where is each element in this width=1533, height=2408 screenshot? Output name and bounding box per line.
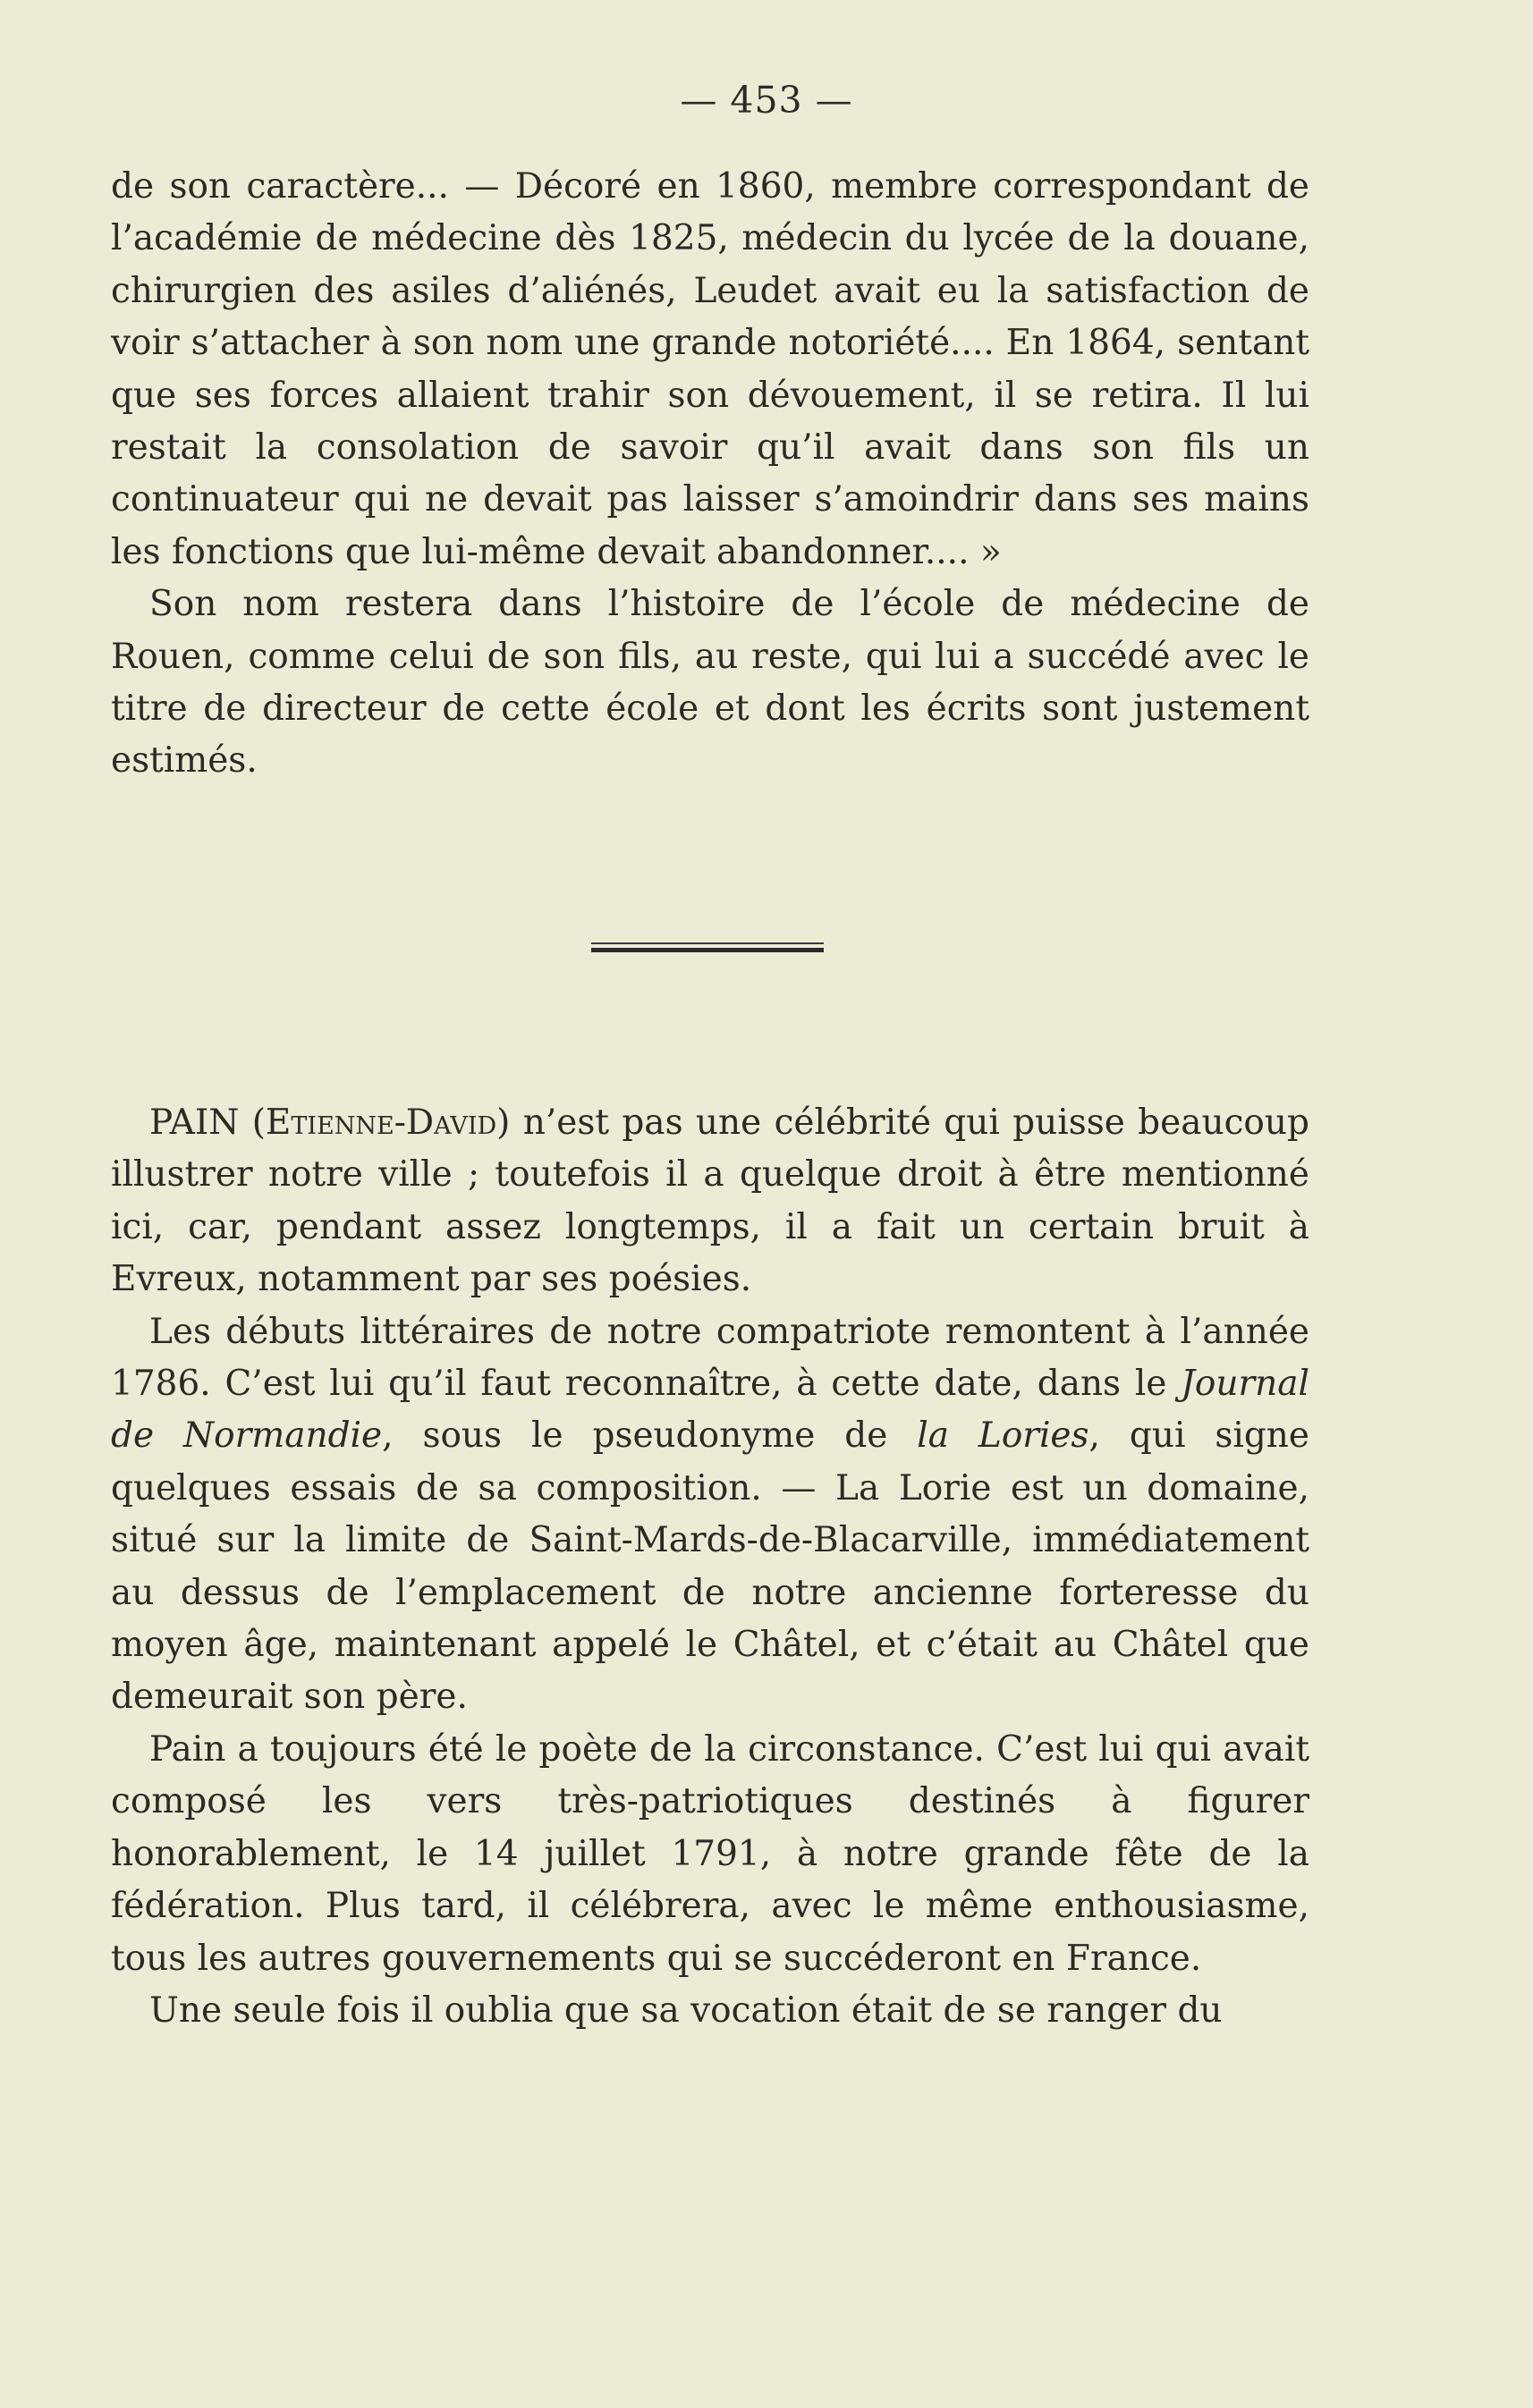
paragraph: Son nom restera dans l’histoire de l’école de médecine de Rouen, comme celui de son fils, au reste, qui lui a succédé avec le titre de directeur de cette école et dont les écrits sont justement estimés. (111, 584, 1309, 782)
section-separator (591, 942, 824, 952)
paragraph: Une seule fois il oublia que sa vocation était de se ranger du (149, 1990, 1223, 2031)
text-block-leudet (111, 161, 1309, 788)
page-number: — 453 — (680, 79, 853, 122)
pseudonym: la Lories (917, 1415, 1089, 1457)
separator-thin-rule (591, 942, 824, 944)
paragraph: de son caractère... — Décoré en 1860, membre correspondant de l’académie de médecine dès 1825, médecin du lycée de la douane, chirurgien des asiles d’aliénés, Leudet avait eu la satisfaction de voir s’attacher à son nom une grande notoriété.... En 1864, sentant que ses forces allaient trahir son dévouement, il se retira. Il lui restait la consolation de savoir qu’il avait dans son fils un continuateur qui ne devait pas laisser s’amoindrir dans ses mains les fonctions que lui-même devait abandonner.... » (111, 166, 1309, 572)
entry-text: n’est pas une célébrité qui puisse beaucoup illustrer notre ville ; toutefois il a quelque droit à être mentionné ici, car, pendant assez longtemps, il a fait un certain bruit à Evreux, notamment par ses poésies. (111, 1103, 1309, 1300)
paragraph: PAIN (Etienne-David) n’est pas une célébrité qui puisse beaucoup illustrer notre ville ; toutefois il a quelque droit à être mentionné ici, car, pendant assez longtemps, il a fait un certain bruit à Evreux, notamment par ses poésies. (111, 1103, 1309, 1300)
journal-title: Journal de Normandie (111, 1364, 1309, 1457)
paragraph (111, 1306, 1309, 1724)
separator-thick-rule (591, 948, 824, 952)
text-run: Les débuts littéraires de notre compatriote remontent à l’année 1786. C’est lui qu’il faut reconnaître, à cette date, dans le (111, 1311, 1309, 1405)
entry-given-names: Etienne-David (265, 1103, 497, 1143)
text-run: , qui signe quelques essais de sa composition. — La Lorie est un domaine, situé sur la limite de Saint-Mards-de-Blacarville, immédiatement au dessus de l’emplacement de notre ancienne forteresse du moyen âge, maintenant appelé le Châtel, et c’était au Châtel que demeurait son père. (111, 1415, 1310, 1718)
text-run: , sous le pseudonyme de (382, 1415, 888, 1457)
text-block-pain (111, 1097, 1309, 2037)
entry-surname: PAIN (149, 1103, 240, 1143)
paragraph: Pain a toujours été le poète de la circonstance. C’est lui qui avait composé les vers très-patriotiques destinés à figurer honorablement, le 14 juillet 1791, à notre grande fête de la fédération. Plus tard, il célébrera, avec le même enthousiasme, tous les autres gouvernements qui se succéderont en France. (111, 1728, 1309, 1979)
